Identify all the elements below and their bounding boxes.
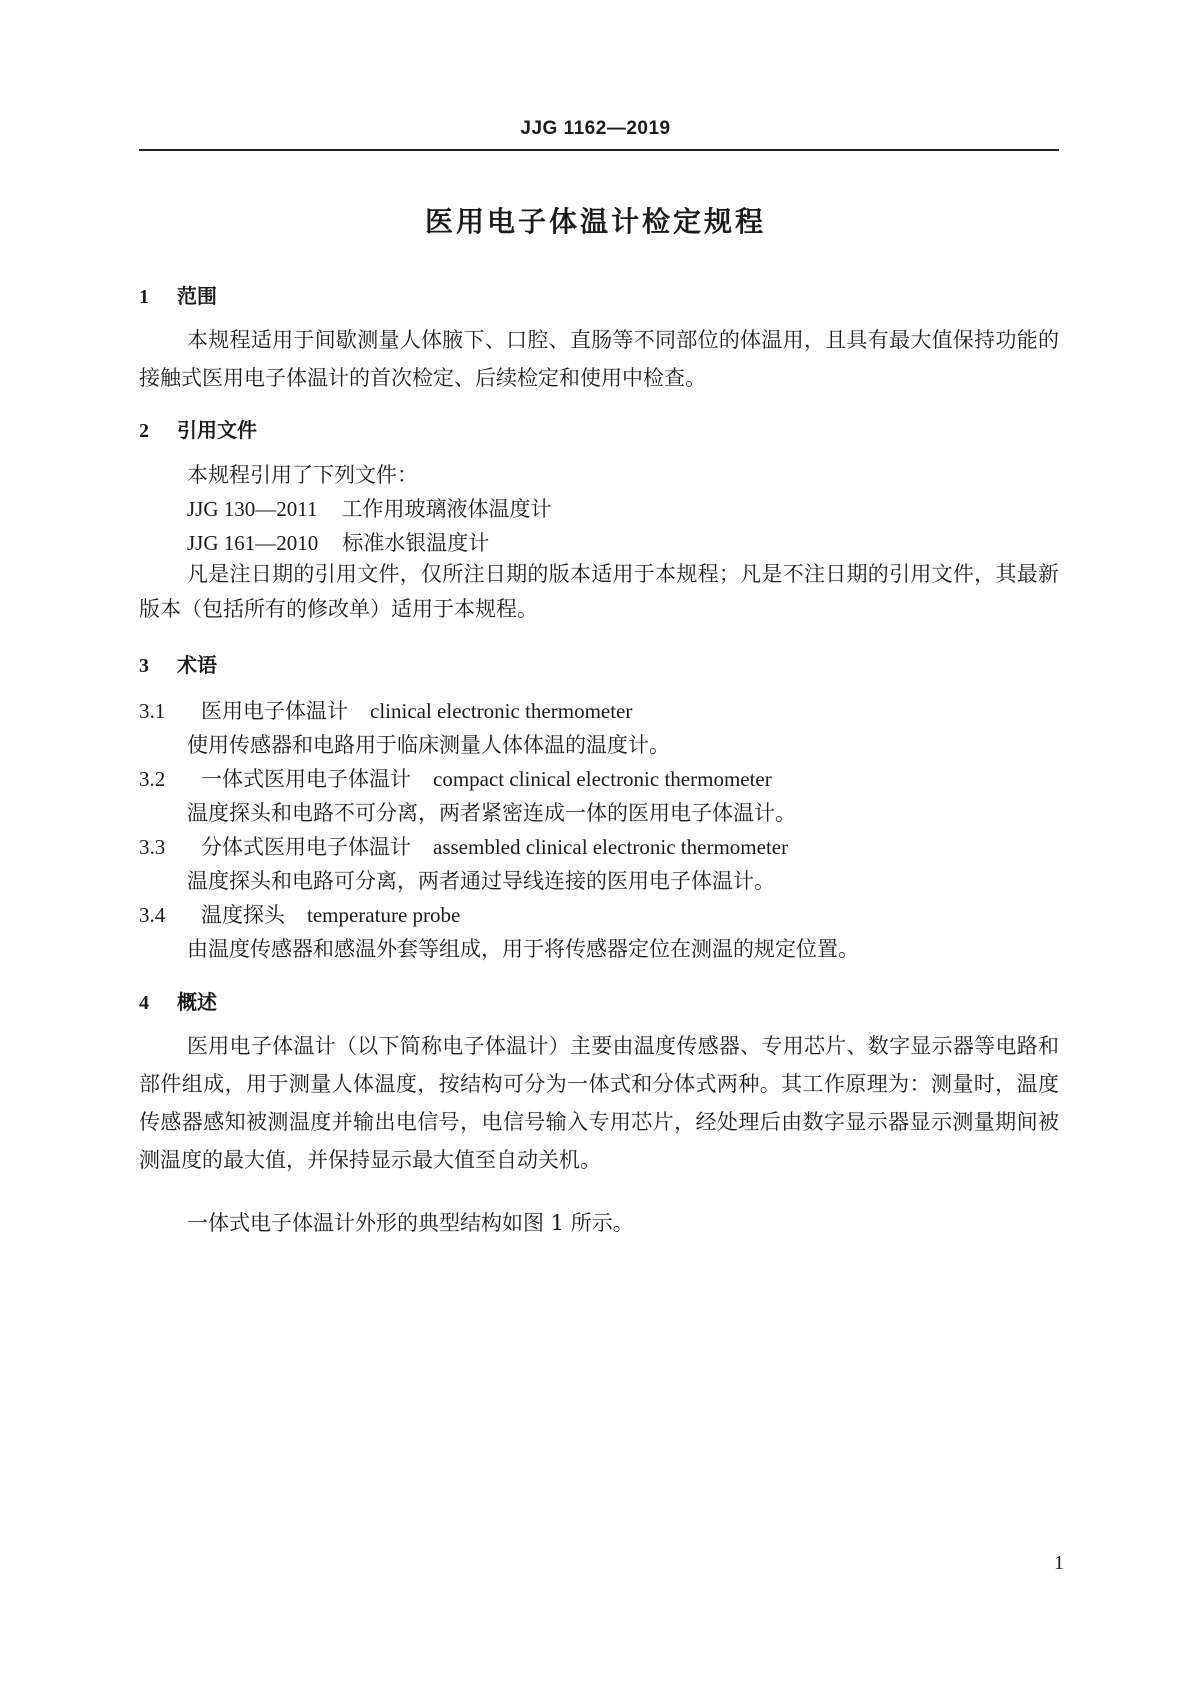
overview-figure-reference: 一体式电子体温计外形的典型结构如图 1 所示。 [187, 1211, 634, 1235]
section-title: 引用文件 [177, 418, 257, 442]
term-english: clinical electronic thermometer [370, 699, 633, 723]
term-english: compact clinical electronic thermometer [433, 767, 772, 791]
overview-paragraph: 医用电子体温计（以下简称电子体温计）主要由温度传感器、专用芯片、数字显示器等电路和部件组成，用于测量人体温度，按结构可分为一体式和分体式两种。其工作原理为：测量时，温度传感器感知被测温度并输出电信号，电信号输入专用芯片，经处理后由数字显示器显示测量期间被测温度的最大值，并保持显示最大值至自动关机。 [139, 1034, 1059, 1172]
section-number: 2 [139, 420, 149, 442]
term-chinese: 温度探头 [201, 903, 285, 927]
term-number: 3.2 [139, 767, 166, 791]
reference-code: JJG 130—2011 [187, 497, 318, 521]
section-heading-4 [139, 986, 217, 1015]
header-divider [139, 149, 1059, 151]
term-number: 3.4 [139, 903, 166, 927]
term-definition: 使用传感器和电路用于临床测量人体体温的温度计。 [187, 733, 670, 757]
term-definition: 由温度传感器和感温外套等组成，用于将传感器定位在测温的规定位置。 [187, 937, 859, 961]
term-english: temperature probe [307, 903, 461, 927]
term-chinese: 一体式医用电子体温计 [201, 767, 411, 791]
standard-code-header: JJG 1162—2019 [520, 118, 671, 139]
term-chinese: 医用电子体温计 [201, 699, 348, 723]
section-heading-3 [139, 649, 217, 678]
term-chinese: 分体式医用电子体温计 [201, 835, 411, 859]
scope-paragraph: 本规程适用于间歇测量人体腋下、口腔、直肠等不同部位的体温用，且具有最大值保持功能的接触式医用电子体温计的首次检定、后续检定和使用中检查。 [139, 328, 1059, 390]
term-definition: 温度探头和电路不可分离，两者紧密连成一体的医用电子体温计。 [187, 801, 796, 825]
reference-name: 标准水银温度计 [342, 531, 490, 555]
term-definition: 温度探头和电路可分离，两者通过导线连接的医用电子体温计。 [187, 869, 775, 893]
document-title: 医用电子体温计检定规程 [424, 205, 766, 238]
references-intro: 本规程引用了下列文件： [187, 463, 418, 487]
section-title: 概述 [177, 990, 217, 1014]
section-title: 范围 [177, 284, 217, 308]
section-title: 术语 [177, 653, 217, 677]
references-note: 凡是注日期的引用文件，仅所注日期的版本适用于本规程；凡是不注日期的引用文件，其最新版本（包括所有的修改单）适用于本规程。 [139, 562, 1059, 621]
term-number: 3.3 [139, 835, 166, 859]
section-number: 1 [139, 286, 149, 308]
term-english: assembled clinical electronic thermometer [433, 835, 789, 859]
section-heading-1 [139, 280, 217, 309]
reference-item [187, 491, 1107, 527]
term-entry-3-1 [139, 693, 1059, 729]
term-entry-3-4 [139, 897, 1059, 933]
reference-item [187, 525, 1107, 561]
section-number: 4 [139, 992, 149, 1014]
reference-name: 工作用玻璃液体温度计 [341, 497, 552, 521]
term-entry-3-2 [139, 761, 1059, 797]
term-entry-3-3 [139, 829, 1059, 865]
reference-code: JJG 161—2010 [187, 531, 319, 555]
term-number: 3.1 [139, 699, 166, 723]
section-heading-2 [139, 414, 257, 443]
page-number: 1 [1054, 1552, 1064, 1574]
section-number: 3 [139, 655, 149, 677]
